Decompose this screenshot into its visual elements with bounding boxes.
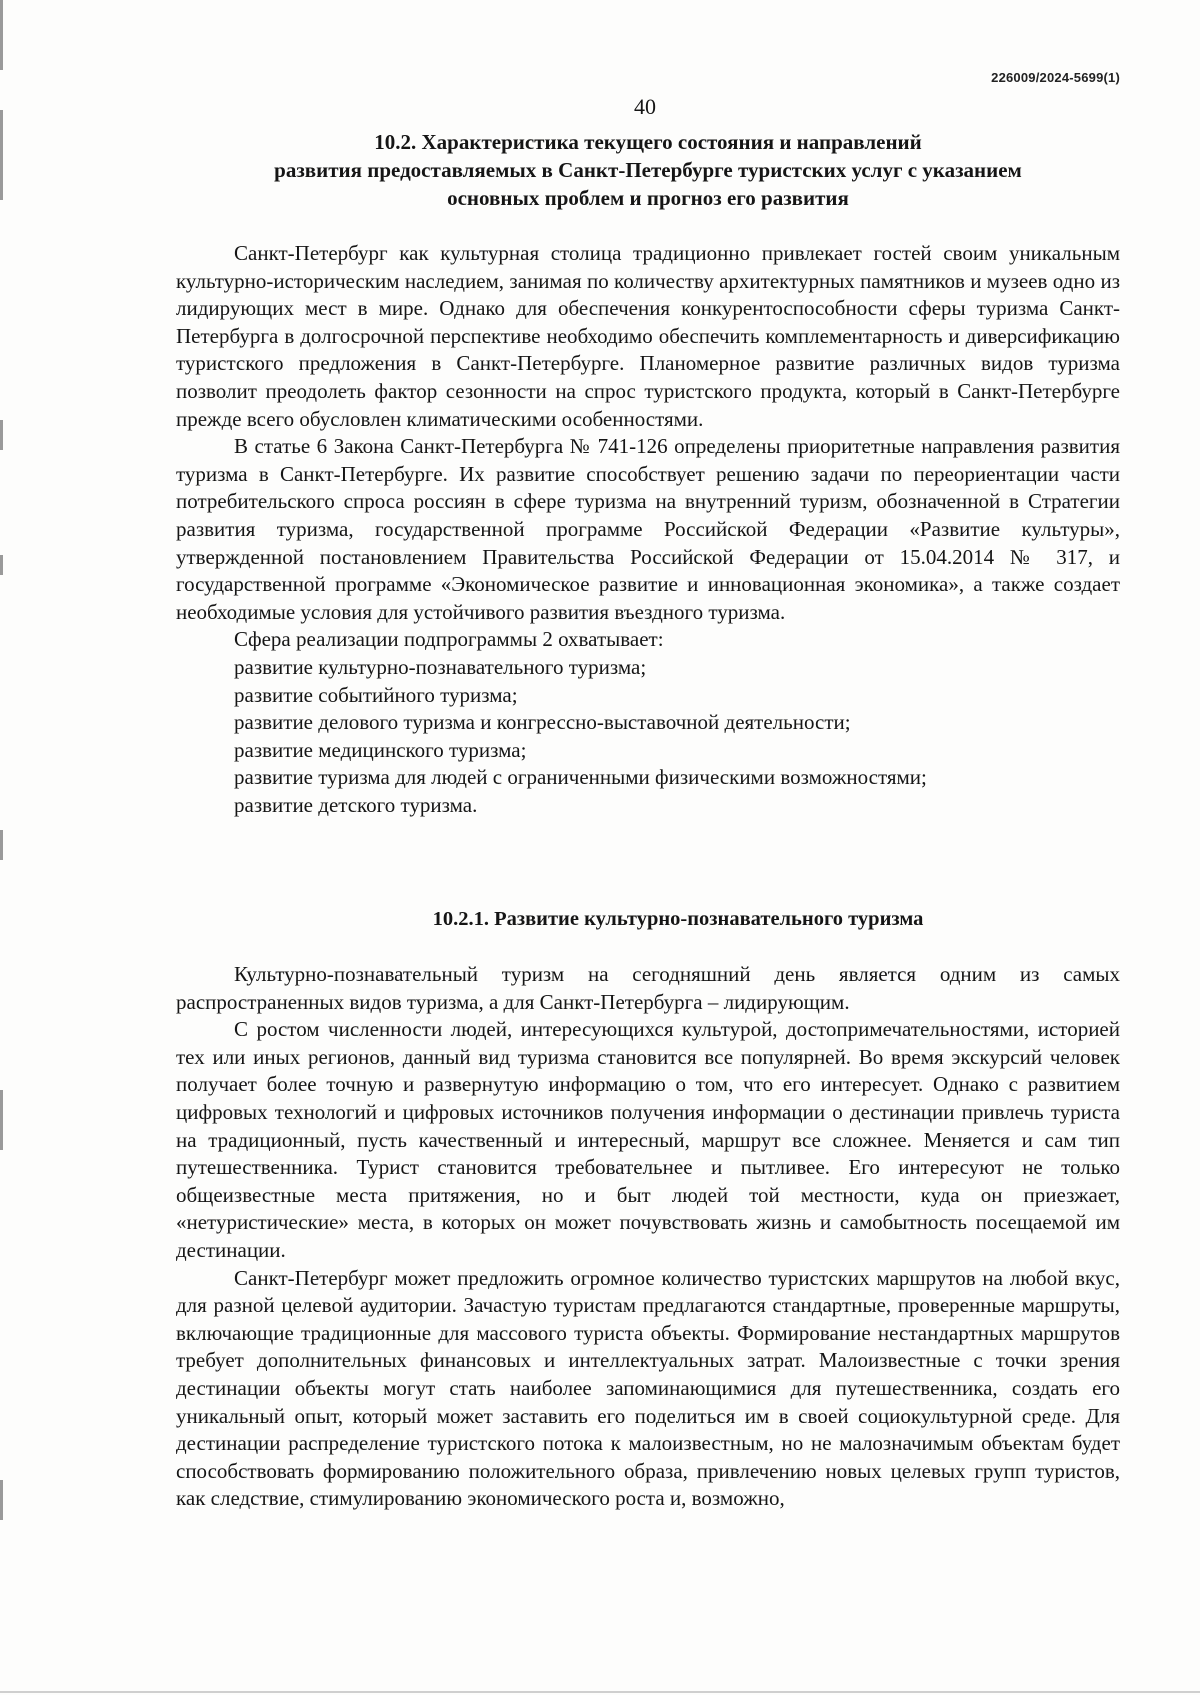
subsection-body (176, 961, 1120, 1513)
scope-list (176, 654, 1120, 820)
list-item: развитие туризма для людей с ограниченными физическими возможностями; (234, 765, 927, 790)
document-id: 226009/2024-5699(1) (991, 70, 1120, 85)
heading-line: 10.2. Характеристика текущего состояния и направлений (374, 130, 922, 154)
scan-edge-mark (0, 1480, 3, 1520)
scan-edge-mark (0, 1090, 3, 1150)
body-text (176, 240, 1120, 819)
list-item: развитие событийного туризма; (234, 682, 518, 707)
paragraph: Культурно-познавательный туризм на сегодняшний день является одним из самых распространенных видов туризма, а для Санкт-Петербурга – лидирующим. (176, 962, 1120, 1014)
scan-edge-mark (0, 555, 3, 575)
scan-edge-mark (0, 110, 3, 200)
paragraph: Санкт-Петербург может предложить огромное количество туристских маршрутов на любой вкус, для разной целевой аудитории. Зачастую туристам предлагаются стандартные, проверенные маршруты, включающие традиционные для массового туриста объекты. Формирование нестандартных маршрутов требует дополнительных финансовых и интеллектуальных затрат. Малоизвестные с точки зрения дестинации объекты могут стать наиболее запоминающимися для путешественника, создать его уникальный опыт, который может заставить его поделиться им в своей социокультурной среде. Для дестинации распределение туристского потока к малоизвестным, но не малозначимым объектам будет способствовать формированию положительного образа, привлечению новых целевых групп туристов, как следствие, стимулированию экономического роста и, возможно, (176, 1265, 1120, 1511)
paragraph: Санкт-Петербург как культурная столица традиционно привлекает гостей своим уникальным культурно-историческим наследием, занимая по количеству архитектурных памятников и музеев одно из лидирующих мест в мире. Однако для обеспечения конкурентоспособности сферы туризма Санкт-Петербурга в долгосрочной перспективе необходимо обеспечить комплементарность и диверсификацию туристского предложения в Санкт-Петербурге. Планомерное развитие различных видов туризма позволит преодолеть фактор сезонности на спрос туристского продукта, который в Санкт-Петербурге прежде всего обусловлен климатическими особенностями. (176, 241, 1120, 431)
list-item: развитие детского туризма. (234, 792, 478, 817)
scan-edge-mark (0, 830, 3, 860)
subsection (176, 906, 1120, 934)
paragraph: В статье 6 Закона Санкт-Петербурга № 741-126 определены приоритетные направления развития туризма в Санкт-Петербурге. Их развитие способствует решению задачи по переориентации части потребительского спроса россиян в сфере туризма на внутренний туризм, обозначенной в Стратегии развития туризма, государственной программе Российской Федерации «Развитие культуры», утвержденной постановлением Правительства Российской Федерации от 15.04.2014 № 317, и государственной программе «Экономическое развитие и инновационная экономика», а также создает необходимые условия для устойчивого развития въездного туризма. (176, 434, 1120, 624)
list-item: развитие медицинского туризма; (234, 737, 527, 762)
paragraph: С ростом численности людей, интересующихся культурой, достопримечательностями, историей тех или иных регионов, данный вид туризма становится все популярней. Во время экскурсий человек получает более точную и развернутую информацию о том, что его интересует. Однако с развитием цифровых технологий и цифровых источников получения информации о дестинации привлечь туриста на традиционный, пусть качественный и интересный, маршрут все сложнее. Меняется и сам тип путешественника. Турист становится требовательнее и пытливее. Его интересуют не только общеизвестные места притяжения, но и быт людей той местности, куда он приезжает, «нетуристические» места, в которых он может почувствовать жизнь и самобытность посещаемой им дестинации. (176, 1017, 1120, 1262)
scan-edge-mark (0, 420, 3, 450)
list-item: развитие делового туризма и конгрессно-выставочной деятельности; (234, 710, 851, 735)
heading-line: развития предоставляемых в Санкт-Петербурге туристских услуг с указанием (274, 158, 1022, 182)
list-intro: Сфера реализации подпрограммы 2 охватывает: (234, 627, 664, 652)
page-number: 40 (634, 94, 656, 119)
heading-line: основных проблем и прогноз его развития (447, 186, 849, 210)
scan-bottom-edge (0, 1691, 1200, 1693)
scan-edge-mark (0, 0, 3, 70)
subsection-heading: 10.2.1. Развитие культурно-познавательного туризма (432, 908, 924, 930)
section-heading (176, 128, 1120, 212)
list-item: развитие культурно-познавательного туризма; (234, 654, 647, 679)
